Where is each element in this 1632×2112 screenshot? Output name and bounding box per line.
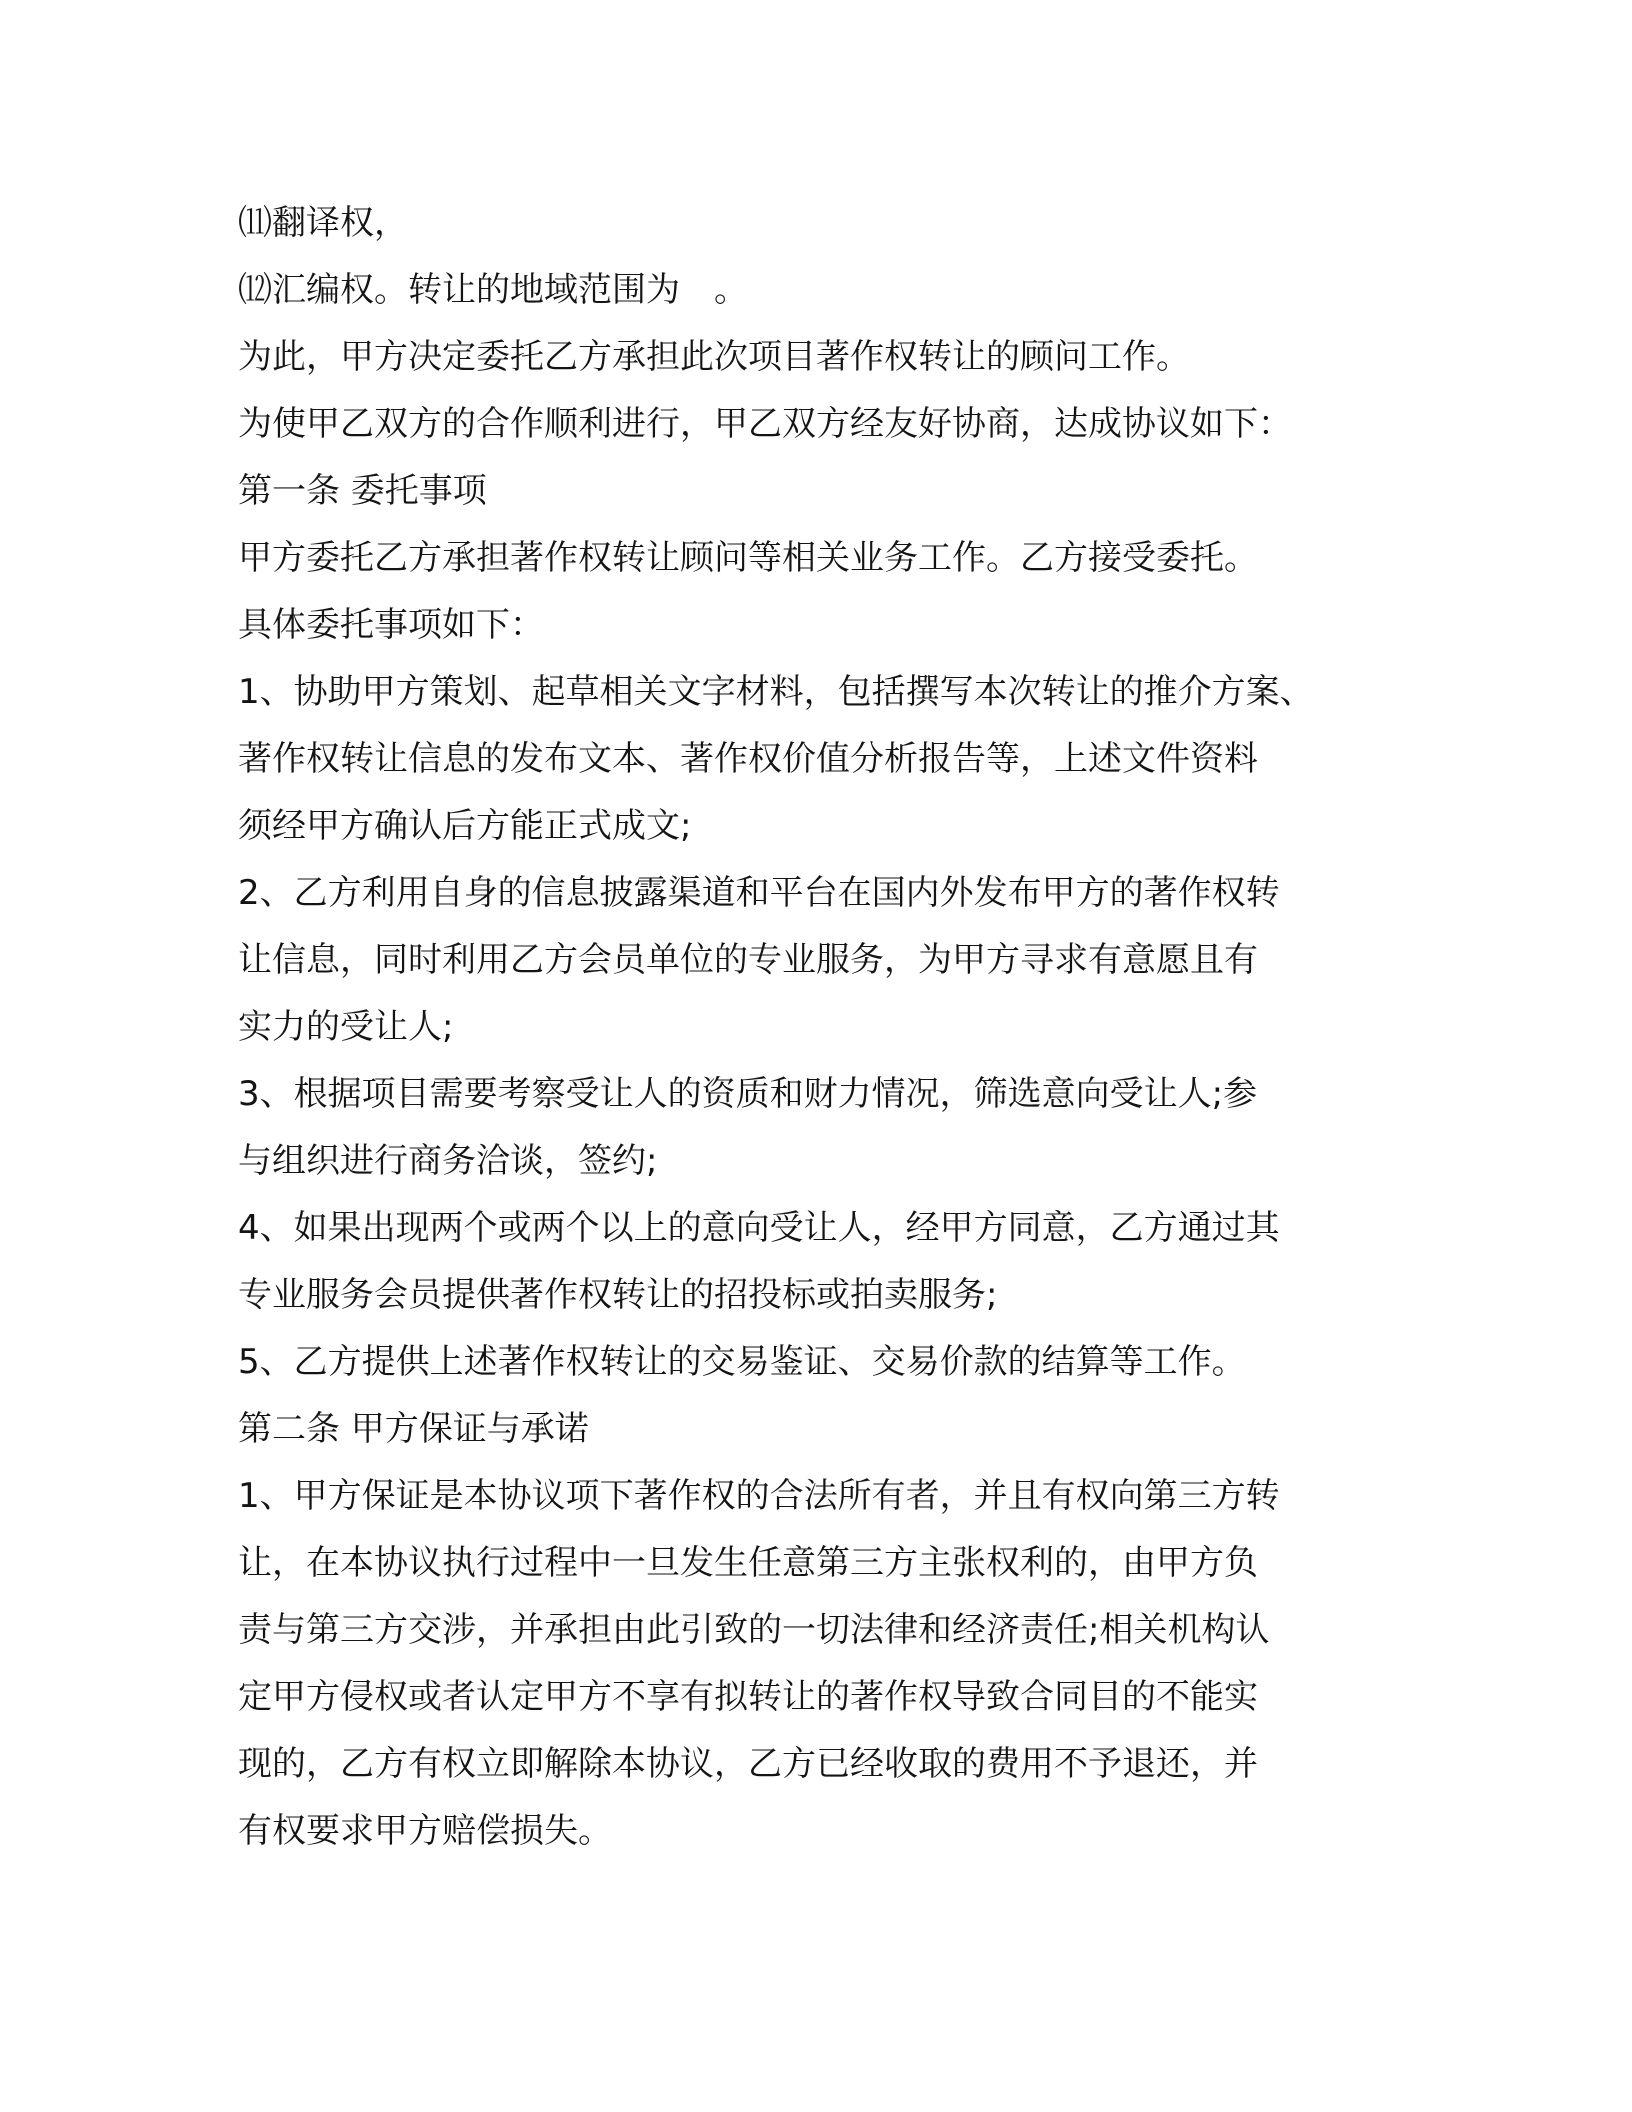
text-line: 实力的受让人;	[238, 1007, 454, 1047]
text-line: 4、如果出现两个或两个以上的意向受让人，经甲方同意，乙方通过其	[238, 1208, 1280, 1248]
text-line: 专业服务会员提供著作权转让的招投标或拍卖服务;	[238, 1275, 998, 1315]
text-line: 1、协助甲方策划、起草相关文字材料，包括撰写本次转让的推介方案、	[238, 672, 1314, 712]
text-line: 须经甲方确认后方能正式成文;	[238, 806, 692, 846]
text-line: 为使甲乙双方的合作顺利进行，甲乙双方经友好协商，达成协议如下：	[238, 404, 1292, 444]
text-line: 让，在本协议执行过程中一旦发生任意第三方主张权利的，由甲方负	[238, 1543, 1258, 1583]
text-line: 责与第三方交涉，并承担由此引致的一切法律和经济责任;相关机构认	[238, 1610, 1270, 1650]
text-line: 有权要求甲方赔偿损失。	[238, 1811, 612, 1851]
text-line: 5、乙方提供上述著作权转让的交易鉴证、交易价款的结算等工作。	[238, 1342, 1246, 1382]
section-heading: 第二条 甲方保证与承诺	[238, 1409, 589, 1449]
text-line: 与组织进行商务洽谈，签约;	[238, 1141, 658, 1181]
text-line: 1、甲方保证是本协议项下著作权的合法所有者，并且有权向第三方转	[238, 1476, 1280, 1516]
text-line: 定甲方侵权或者认定甲方不享有拟转让的著作权导致合同目的不能实	[238, 1677, 1258, 1717]
text-line: ⑿汇编权。转让的地域范围为 。	[238, 270, 748, 310]
text-line: 著作权转让信息的发布文本、著作权价值分析报告等，上述文件资料	[238, 739, 1258, 779]
document-body	[238, 190, 1398, 1865]
text-line: 为此，甲方决定委托乙方承担此次项目著作权转让的顾问工作。	[238, 337, 1190, 377]
section-heading: 第一条 委托事项	[238, 471, 487, 511]
text-line: 现的，乙方有权立即解除本协议，乙方已经收取的费用不予退还，并	[238, 1744, 1258, 1784]
text-line: 具体委托事项如下：	[238, 605, 544, 645]
text-line: ⑾翻译权，	[238, 203, 408, 243]
text-line: 3、根据项目需要考察受让人的资质和财力情况，筛选意向受让人;参	[238, 1074, 1258, 1114]
text-line: 2、乙方利用自身的信息披露渠道和平台在国内外发布甲方的著作权转	[238, 873, 1280, 913]
text-line: 甲方委托乙方承担著作权转让顾问等相关业务工作。乙方接受委托。	[238, 538, 1258, 578]
text-line: 让信息，同时利用乙方会员单位的专业服务，为甲方寻求有意愿且有	[238, 940, 1258, 980]
